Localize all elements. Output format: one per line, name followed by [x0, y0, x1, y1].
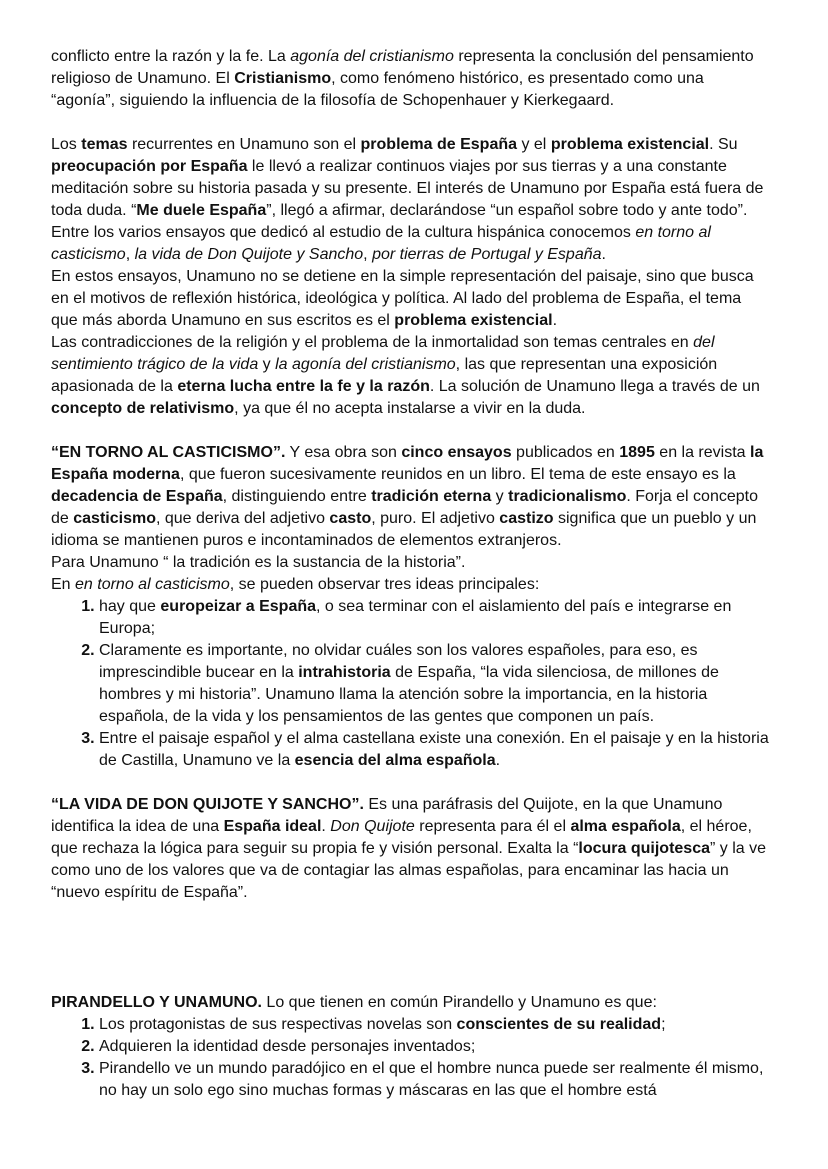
- list-item: 1. Los protagonistas de sus respectivas novelas son conscientes de su realidad;: [99, 1014, 772, 1036]
- spacer: [51, 904, 772, 992]
- list-item: 2. Adquieren la identidad desde personajes inventados;: [99, 1036, 772, 1058]
- list-ideas: [51, 596, 772, 772]
- spacer: [51, 112, 772, 134]
- paragraph-tres-ideas: En en torno al casticismo, se pueden observar tres ideas principales:: [51, 576, 540, 593]
- list-pirandello: [51, 1014, 772, 1102]
- paragraph-temas: Los temas recurrentes en Unamuno son el problema de España y el problema existencial. Su preocupación por España le llevó a realizar continuos viajes por sus tierras y a una constante meditación sobre su historia pasada y su presente. El interés de Unamuno por España está fuera de toda duda. “Me duele España”, llegó a afirmar, declarándose “un español sobre todo y ante todo”. Entre los varios ensayos que dedicó al estudio de la cultura hispánica conocemos en torno al casticismo, la vida de Don Quijote y Sancho, por tierras de Portugal y España.: [51, 136, 764, 263]
- paragraph-pirandello: PIRANDELLO Y UNAMUNO. Lo que tienen en común Pirandello y Unamuno es que:: [51, 994, 657, 1011]
- list-item: 3. Entre el paisaje español y el alma castellana existe una conexión. En el paisaje y en la historia de Castilla, Unamuno ve la esencia del alma española.: [99, 728, 772, 772]
- paragraph-agonia: conflicto entre la razón y la fe. La agonía del cristianismo representa la conclusión del pensamiento religioso de Unamuno. El Cristianismo, como fenómeno histórico, es presentado como una “agonía”, siguiendo la influencia de la filosofía de Schopenhauer y Kierkegaard.: [51, 48, 754, 109]
- paragraph-tradicion: Para Unamuno “ la tradición es la sustancia de la historia”.: [51, 554, 466, 571]
- paragraph-ensayos: En estos ensayos, Unamuno no se detiene en la simple representación del paisaje, sino que busca en el motivos de reflexión histórica, ideológica y política. Al lado del problema de España, el tema que más aborda Unamuno en sus escritos es el problema existencial.: [51, 268, 754, 329]
- list-item: 1. hay que europeizar a España, o sea terminar con el aislamiento del país e integrarse en Europa;: [99, 596, 772, 640]
- spacer: [51, 420, 772, 442]
- paragraph-quijote: “LA VIDA DE DON QUIJOTE Y SANCHO”. Es una paráfrasis del Quijote, en la que Unamuno identifica la idea de una España ideal. Don Quijote representa para él el alma española, el héroe, que rechaza la lógica para seguir su propia fe y visión personal. Exalta la “locura quijotesca” y la ve como uno de los valores que va de contagiar las almas españolas, para encaminar las hacia un “nuevo espíritu de España”.: [51, 796, 767, 901]
- list-item: 3. Pirandello ve un mundo paradójico en el que el hombre nunca puede ser realmente él mismo, no hay un solo ego sino muchas formas y máscaras en las que el hombre está: [99, 1058, 772, 1102]
- paragraph-casticismo: “EN TORNO AL CASTICISMO”. Y esa obra son cinco ensayos publicados en 1895 en la revista la España moderna, que fueron sucesivamente reunidos en un libro. El tema de este ensayo es la decadencia de España, distinguiendo entre tradición eterna y tradicionalismo. Forja el concepto de casticismo, que deriva del adjetivo casto, puro. El adjetivo castizo significa que un pueblo y un idioma se mantienen puros e incontaminados de elementos extranjeros.: [51, 444, 764, 549]
- list-item: 2. Claramente es importante, no olvidar cuáles son los valores españoles, para eso, es imprescindible bucear en la intrahistoria de España, “la vida silenciosa, de millones de hombres y mi historia”. Unamuno llama la atención sobre la importancia, en la historia española, de la vida y los pensamientos de las gentes que componen un país.: [99, 640, 772, 728]
- spacer: [51, 772, 772, 794]
- paragraph-contradicciones: Las contradicciones de la religión y el problema de la inmortalidad son temas centrales en del sentimiento trágico de la vida y la agonía del cristianismo, las que representan una exposición apasionada de la eterna lucha entre la fe y la razón. La solución de Unamuno llega a través de un concepto de relativismo, ya que él no acepta instalarse a vivir en la duda.: [51, 334, 760, 417]
